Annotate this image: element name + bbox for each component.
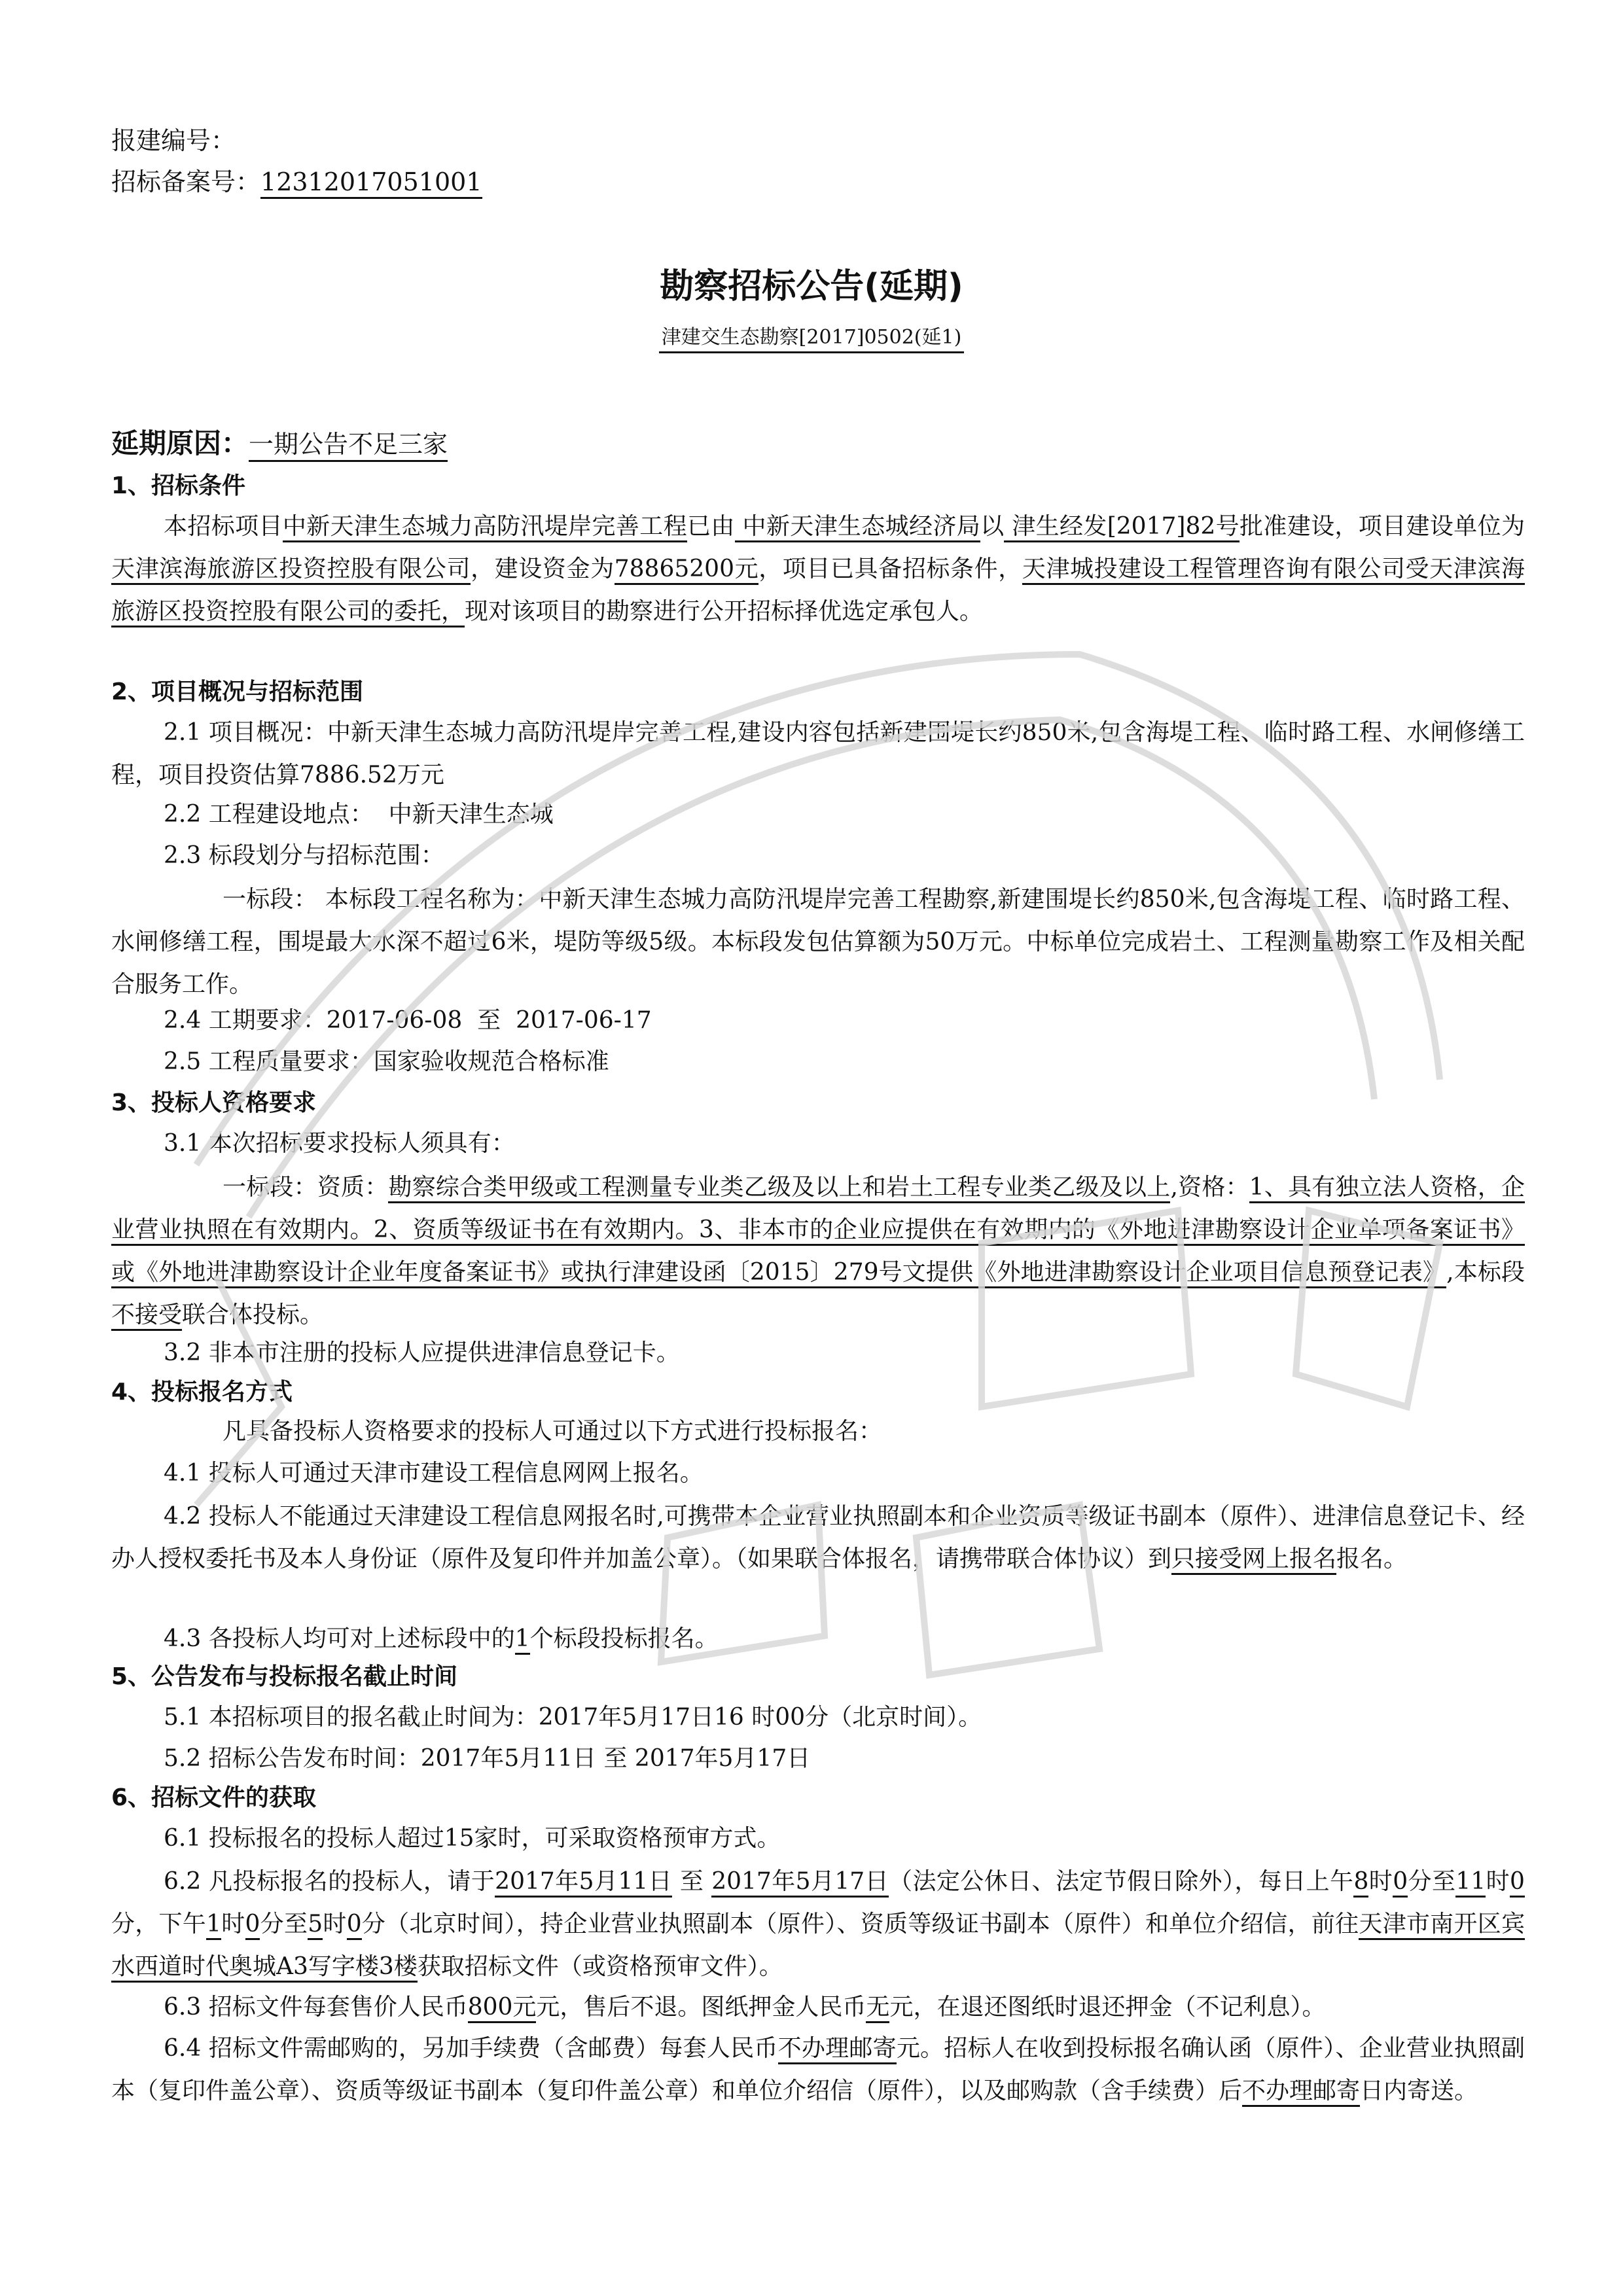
section-5-1: 5.1 本招标项目的报名截止时间为：2017年5月17日16 时00分（北京时间）。 (164, 1704, 982, 1731)
section-4-2: 4.2 投标人不能通过天津建设工程信息网报名时,可携带本企业营业执照副本和企业资质等级证书副本（原件）、进津信息登记卡、经办人授权委托书及本人身份证（原件及复印件并加盖公章）。（如果联合体报名，请携带联合体协议）到只接受网上报名报名。 (111, 1495, 1525, 1580)
section-1-heading: 1、招标条件 (111, 472, 246, 499)
section-4-intro: 凡具备投标人资格要求的投标人可通过以下方式进行投标报名： (223, 1418, 883, 1445)
section-6-2: 6.2 凡投标报名的投标人，请于2017年5月11日 至 2017年5月17日（法定公休日、法定节假日除外），每日上午8时0分至11时0分，下午1时0分至5时0分（北京时间），持企业营业执照副本（原件）、资质等级证书副本（原件）和单位介绍信，前往天津市南开区宾水西道时代奥城A3写字楼3楼获取招标文件（或资格预审文件）。 (111, 1860, 1525, 1988)
section-2-heading: 2、项目概况与招标范围 (111, 679, 364, 705)
section-4-3: 4.3 各投标人均可对上述标段中的1个标段投标报名。 (164, 1619, 719, 1659)
section-1-paragraph: 本招标项目中新天津生态城力高防汛堤岸完善工程已由 中新天津生态城经济局以 津生经发[2017]82号批准建设，项目建设单位为天津滨海旅游区投资控股有限公司，建设资金为78865200元，项目已具备招标条件，天津城投建设工程管理咨询有限公司受天津滨海旅游区投资控股有限公司的委托，现对该项目的勘察进行公开招标择优选定承包人。 (111, 505, 1525, 633)
section-3-heading: 3、投标人资格要求 (111, 1089, 317, 1116)
page-title: 勘察招标公告(延期) (660, 267, 963, 306)
section-2-3-detail: 一标段： 本标段工程名称为：中新天津生态城力高防汛堤岸完善工程勘察,新建围堤长约850米,包含海堤工程、临时路工程、水闸修缮工程，围堤最大水深不超过6米，堤防等级5级。本标段发包估算额为50万元。中标单位完成岩土、工程测量勘察工作及相关配合服务工作。 (111, 886, 1525, 998)
section-4-1: 4.1 投标人可通过天津市建设工程信息网网上报名。 (164, 1460, 704, 1487)
delay-reason: 延期原因：一期公告不足三家 (111, 422, 448, 461)
section-5-2: 5.2 招标公告发布时间：2017年5月11日 至 2017年5月17日 (164, 1745, 811, 1772)
filing-number: 招标备案号：12312017051001 (111, 162, 482, 202)
section-3-1: 3.1 本次招标要求投标人须具有： (164, 1130, 515, 1157)
build-number: 报建编号： (111, 126, 236, 155)
section-2-5: 2.5 工程质量要求：国家验收规范合格标准 (164, 1048, 609, 1075)
document-number: 津建交生态勘察[2017]0502(延1) (0, 321, 1623, 349)
section-3-2: 3.2 非本市注册的投标人应提供进津信息登记卡。 (164, 1339, 680, 1366)
section-2-1: 2.1 项目概况：中新天津生态城力高防汛堤岸完善工程,建设内容包括新建围堤长约850米,包含海堤工程、临时路工程、水闸修缮工程，项目投资估算7886.52万元 (111, 719, 1525, 788)
section-5-heading: 5、公告发布与投标报名截止时间 (111, 1663, 458, 1690)
section-2-3: 2.3 标段划分与招标范围： (164, 842, 444, 869)
section-6-1: 6.1 投标报名的投标人超过15家时，可采取资格预审方式。 (164, 1825, 781, 1852)
section-4-heading: 4、投标报名方式 (111, 1379, 293, 1405)
section-6-heading: 6、招标文件的获取 (111, 1784, 317, 1811)
section-6-3: 6.3 招标文件每套售价人民币800元元，售后不退。图纸押金人民币无元，在退还图纸时退还押金（不记利息）。 (111, 1986, 1525, 2028)
section-3-1-detail: 一标段：资质：勘察综合类甲级或工程测量专业类乙级及以上和岩土工程专业类乙级及以上,资格：1、具有独立法人资格，企业营业执照在有效期内。2、资质等级证书在有效期内。3、非本市的企业应提供在有效期内的《外地进津勘察设计企业单项备案证书》或《外地进津勘察设计企业年度备案证书》或执行津建设函〔2015〕279号文提供《外地进津勘察设计企业项目信息预登记表》,本标段不接受联合体投标。 (111, 1166, 1525, 1336)
section-6-4: 6.4 招标文件需邮购的，另加手续费（含邮费）每套人民币不办理邮寄元。招标人在收到投标报名确认函（原件）、企业营业执照副本（复印件盖公章）、资质等级证书副本（复印件盖公章）和单位介绍信（原件），以及邮购款（含手续费）后不办理邮寄日内寄送。 (111, 2027, 1525, 2112)
section-2-2: 2.2 工程建设地点： 中新天津生态城 (164, 801, 554, 828)
filing-number-value: 12312017051001 (260, 168, 482, 199)
section-2-4: 2.4 工期要求：2017-06-08 至 2017-06-17 (164, 1007, 652, 1034)
